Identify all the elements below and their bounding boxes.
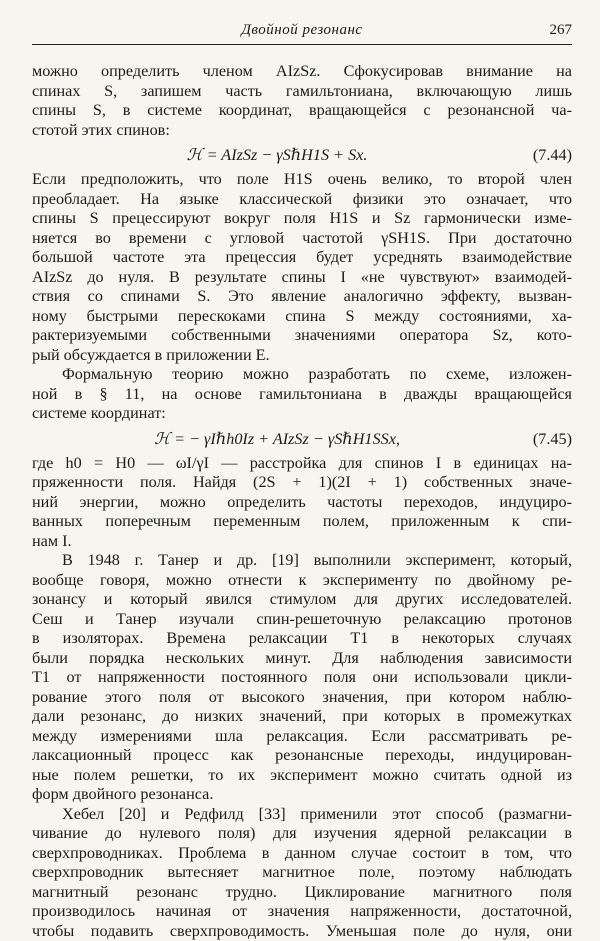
- text-line: ний энергии, можно определить частоты переходов, индуциро-: [32, 493, 572, 513]
- text-line: между измерениями шла релаксация. Если рассматривать ре-: [32, 727, 572, 747]
- text-line: нам I.: [32, 532, 572, 552]
- text-line: рый обсуждается в приложении Е.: [32, 346, 572, 366]
- text-line: рование этого поля от высокого значения, при котором наблю-: [32, 688, 572, 708]
- text-line: Хебел [20] и Редфилд [33] применили этот способ (размагни-: [32, 805, 572, 825]
- text-line: чтобы подавить сверхпроводимость. Уменьшая поле до нуля, они: [32, 922, 572, 941]
- text-line: рактеризуемыми собственными значениями оператора Sz, кото-: [32, 326, 572, 346]
- text-line: ствия со спинами S. Это явление аналогично эффекту, вызван-: [32, 287, 572, 307]
- running-title: Двойной резонанс: [32, 22, 572, 39]
- text-line: производилось начиная от значения напряженности, достаточной,: [32, 902, 572, 922]
- page-number: 267: [550, 22, 573, 39]
- equation-expression: ℋ = AIzSz − γSℏH1S + Sx.: [32, 140, 522, 170]
- text-line: в изоляторах. Времена релаксации T1 в некоторых случаях: [32, 629, 572, 649]
- text-line: T1 от напряженности постоянного поля они использовали цикли-: [32, 668, 572, 688]
- text-line: спины S прецессируют вокруг поля H1S и Sz гармонически изме-: [32, 209, 572, 229]
- text-line: зонансу и который явился стимулом для других исследователей.: [32, 590, 572, 610]
- text-line: форм двойного резонанса.: [32, 785, 572, 805]
- text-line: спины S, в системе координат, вращающейся с резонансной ча-: [32, 101, 572, 121]
- running-head: [32, 22, 572, 45]
- text-line: стотой этих спинов:: [32, 121, 572, 141]
- equation: [32, 140, 572, 170]
- text-line: Сеш и Танер изучали спин-решеточную релаксацию протонов: [32, 610, 572, 630]
- text-line: В 1948 г. Танер и др. [19] выполнили эксперимент, который,: [32, 551, 572, 571]
- text-line: Формальную теорию можно разработать по схеме, изложен-: [32, 365, 572, 385]
- text-line: можно определить членом AIzSz. Сфокусировав внимание на: [32, 62, 572, 82]
- equation-number: (7.44): [533, 140, 572, 170]
- text-line: дали резонанс, до низких значений, при которых в промежутках: [32, 707, 572, 727]
- text-line: ные полем решетки, то их эксперимент можно считать одной из: [32, 766, 572, 786]
- text-line: вообще говоря, можно отнести к эксперименту по двойному ре-: [32, 571, 572, 591]
- equation: [32, 424, 572, 454]
- text-line: Если предположить, что поле H1S очень велико, то второй член: [32, 170, 572, 190]
- text-line: спинах S, запишем часть гамильтониана, включающую лишь: [32, 82, 572, 102]
- text-line: большой частоте эта прецессия будет усреднять взаимодействие: [32, 248, 572, 268]
- text-line: чивание до нулевого поля) для изучения ядерной релаксации в: [32, 824, 572, 844]
- text-line: системе координат:: [32, 404, 572, 424]
- text-line: няется во времени с угловой частотой γSH1S. При достаточно: [32, 229, 572, 249]
- text-line: были порядка нескольких минут. Для наблюдения зависимости: [32, 649, 572, 669]
- body-text: [32, 62, 572, 941]
- text-line: ному быстрыми перескоками спина S между состояниями, ха-: [32, 307, 572, 327]
- text-line: пряженности поля. Найдя (2S + 1)(2I + 1) собственных значе-: [32, 473, 572, 493]
- equation-number: (7.45): [533, 424, 572, 454]
- text-line: преобладает. На языке классической физики это означает, что: [32, 190, 572, 210]
- text-line: ной в § 11, на основе гамильтониана в дважды вращающейся: [32, 385, 572, 405]
- text-line: ванных поперечным переменным полем, приложенным к спи-: [32, 512, 572, 532]
- text-line: сверхпроводник вытесняет магнитное поле, поэтому наблюдать: [32, 863, 572, 883]
- text-line: где h0 = H0 — ωI/γI — расстройка для спинов I в единицах на-: [32, 454, 572, 474]
- text-line: магнитный резонанс трудно. Циклирование магнитного поля: [32, 883, 572, 903]
- text-line: сверхпроводниках. Проблема в данном случае состоит в том, что: [32, 844, 572, 864]
- equation-expression: ℋ = − γIℏh0Iz + AIzSz − γSℏH1SSx,: [32, 424, 522, 454]
- text-line: AIzSz до нуля. В результате спины I «не чувствуют» взаимодей-: [32, 268, 572, 288]
- text-line: лаксационный процесс как резонансные переходы, индуцирован-: [32, 746, 572, 766]
